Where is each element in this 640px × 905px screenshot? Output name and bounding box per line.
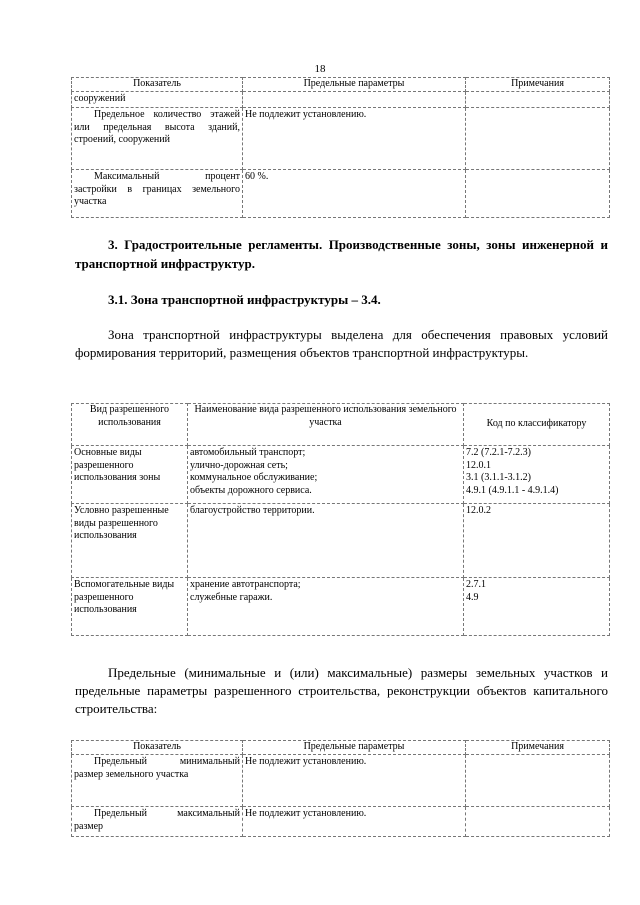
table2-cell-kind: Основные виды разрешенного использования зоны [72, 446, 188, 504]
table2-cell-codes [464, 446, 610, 504]
table2-cell-names [188, 578, 464, 636]
use-name: объекты дорожного сервиса. [190, 484, 312, 496]
table1-cell-indicator: Предельное количество этажей или предельная высота зданий, строений, сооружений [72, 108, 243, 170]
table-row [72, 504, 610, 578]
table3-cell-param: Не подлежит установлению. [243, 807, 466, 837]
permitted-uses-table [71, 403, 610, 636]
table2-header-name: Наименование вида разрешенного использования земельного участка [188, 404, 464, 446]
table1-cell-indicator: сооружений [72, 92, 243, 108]
table2-cell-kind: Вспомогательные виды разрешенного использования [72, 578, 188, 636]
table3-header-notes: Примечания [466, 741, 610, 755]
table-row [72, 446, 610, 504]
table1-cell-indicator: Максимальный процент застройки в границах земельного участка [72, 170, 243, 218]
use-name: улично-дорожная сеть; [190, 459, 288, 471]
table1-cell-param: Не подлежит установлению. [243, 108, 466, 170]
table2-cell-kind: Условно разрешенные виды разрешенного использования [72, 504, 188, 578]
table1-header-params: Предельные параметры [243, 78, 466, 92]
table2-header-kind: Вид разрешенного использования [72, 404, 188, 446]
table2-cell-codes [464, 504, 610, 578]
use-name: коммунальное обслуживание; [190, 472, 318, 483]
page-number: 18 [314, 63, 326, 75]
table3-cell-indicator: Предельный минимальный размер земельного участка [72, 755, 243, 807]
use-code: 2.7.1 [466, 579, 486, 590]
table2-cell-codes [464, 578, 610, 636]
limits-paragraph: Предельные (минимальные и (или) максимальные) размеры земельных участков и предельные параметры разрешенного строительства, реконструкции объектов капитального строительства: [75, 665, 608, 716]
use-code: 3.1 (3.1.1-3.1.2) [466, 472, 531, 483]
table-row [72, 108, 610, 170]
table1-cell-note [466, 108, 610, 170]
intro-paragraph: Зона транспортной инфраструктуры выделена для обеспечения правовых условий формирования территорий, размещения объектов транспортной инфраструктуры. [75, 327, 608, 360]
table1-cell-param: 60 %. [243, 170, 466, 218]
table3-cell-indicator: Предельный максимальный размер [72, 807, 243, 837]
table-row [72, 92, 610, 108]
table1-header-notes: Примечания [466, 78, 610, 92]
use-code: 12.0.2 [466, 505, 491, 516]
table3-header-params: Предельные параметры [243, 741, 466, 755]
section-3-title: 3. Градостроительные регламенты. Производственные зоны, зоны инженерной и транспортной инфраструктур. [75, 237, 608, 271]
table2-cell-names [188, 504, 464, 578]
use-name: служебные гаражи. [190, 591, 273, 603]
section-3-1-title: 3.1. Зона транспортной инфраструктуры – 3.4. [108, 292, 381, 307]
use-code: 4.9 [466, 591, 479, 603]
limits-table-top [71, 77, 610, 218]
table3-cell-note [466, 807, 610, 837]
use-name: автомобильный транспорт; [190, 447, 306, 458]
limits-table-bottom [71, 740, 610, 837]
table3-cell-note [466, 755, 610, 807]
table1-header-indicator: Показатель [72, 78, 243, 92]
table1-cell-note [466, 92, 610, 108]
table-row [72, 578, 610, 636]
use-name: благоустройство территории. [190, 505, 315, 516]
table-row [72, 755, 610, 807]
table2-cell-names [188, 446, 464, 504]
table-row [72, 170, 610, 218]
use-code: 4.9.1 (4.9.1.1 - 4.9.1.4) [466, 484, 559, 496]
use-name: хранение автотранспорта; [190, 579, 301, 590]
table1-cell-param [243, 92, 466, 108]
table3-cell-param: Не подлежит установлению. [243, 755, 466, 807]
use-code: 7.2 (7.2.1-7.2.3) [466, 447, 531, 458]
table1-cell-note [466, 170, 610, 218]
table-row [72, 807, 610, 837]
use-code: 12.0.1 [466, 459, 491, 471]
table2-header-code: Код по классификатору [464, 404, 610, 446]
table3-header-indicator: Показатель [72, 741, 243, 755]
